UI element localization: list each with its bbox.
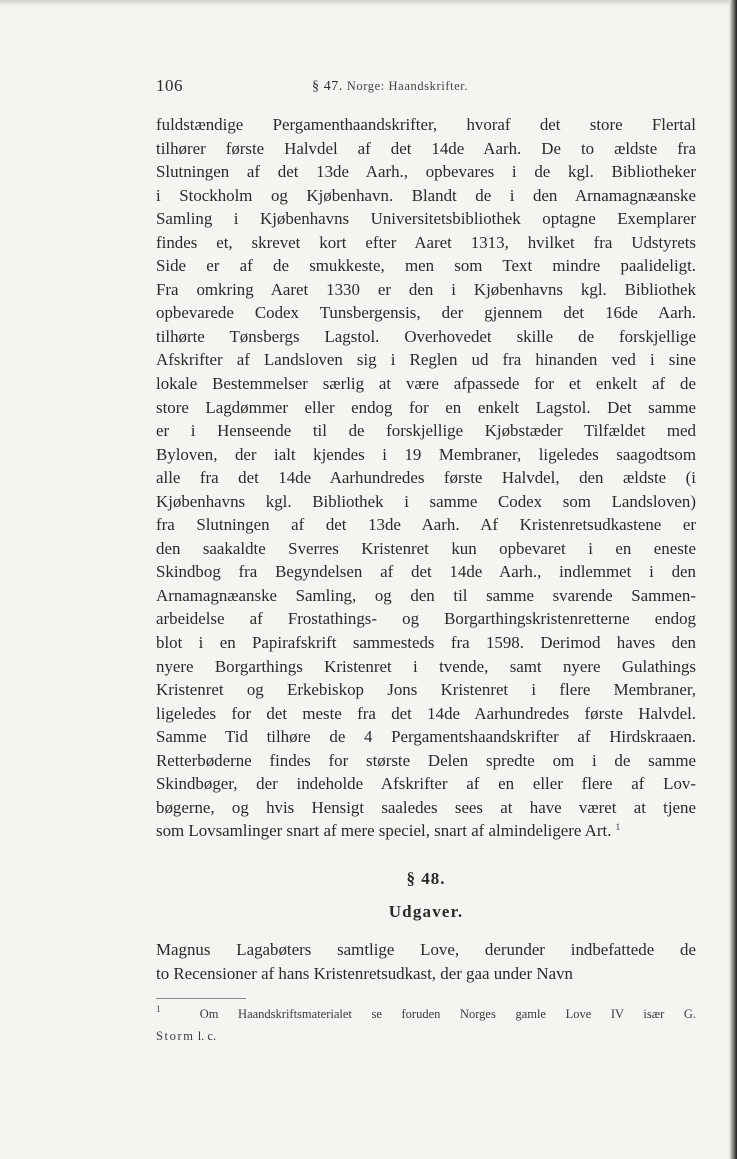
text-line-content: Arnamagnæanske Samling, og den til samme svarende Sammen- <box>156 585 696 605</box>
text-line-content: Afskrifter af Landsloven sig i Reglen ud fra hinanden ved i sine <box>156 350 696 370</box>
text-line-content: bøgerne, og hvis Hensigt saaledes sees at have været at tjene <box>156 797 696 817</box>
footnotes <box>156 1003 696 1047</box>
text-line-content: Samling i Kjøbenhavns Universitetsbibliothek optagne Exemplarer <box>156 209 696 229</box>
footnote-rule <box>156 998 246 999</box>
scan-right-edge <box>729 0 737 1159</box>
text-line <box>156 231 696 255</box>
text-line-content: nyere Borgarthings Kristenret i tvende, samt nyere Gulathings <box>156 656 696 676</box>
text-line-content: den saakaldte Sverres Kristenret kun opbevaret i en eneste <box>156 538 696 558</box>
text-line <box>156 396 696 420</box>
text-line-content: Skindbog fra Begyndelsen af det 14de Aarh., indlemmet i den <box>156 562 696 582</box>
text-line <box>156 490 696 514</box>
text-line-content: blot i en Papirafskrift sammesteds fra 1598. Derimod haves den <box>156 633 696 653</box>
text-line <box>156 113 696 137</box>
text-line <box>156 348 696 372</box>
footnote-text: Om Haandskriftsmaterialet se foruden Norges gamle Love IV især G. <box>199 1007 697 1021</box>
text-line-content: findes et, skrevet kort efter Aaret 1313, hvilket fra Udstyrets <box>156 232 696 252</box>
footnote-marker: 1 <box>156 1004 161 1014</box>
text-line <box>156 372 696 396</box>
text-line <box>156 513 696 537</box>
text-line-content: er i Henseende til de forskjellige Kjøbstæder Tilfældet med <box>156 421 696 441</box>
text-line-content: opbevarede Codex Tunsbergensis, der gjennem det 16de Aarh. <box>156 303 696 323</box>
text-line <box>156 443 696 467</box>
text-line-content: Slutningen af det 13de Aarh., opbevares i de kgl. Bibliotheker <box>156 162 696 182</box>
text-line-content: Kjøbenhavns kgl. Bibliothek i samme Codex som Landsloven) <box>156 491 696 511</box>
text-line-content: arbeidelse af Frostathings- og Borgarthingskristenretterne endog <box>156 609 696 629</box>
text-line-content: lokale Bestemmelser særlig at være afpassede for et enkelt af de <box>156 374 696 394</box>
paragraph-main <box>156 113 696 843</box>
footnote-author: Storm <box>156 1029 195 1043</box>
text-line <box>156 772 696 796</box>
running-head-title: Norge: Haandskrifter. <box>346 79 469 93</box>
text-line <box>156 607 696 631</box>
text-line <box>156 537 696 561</box>
text-line-content: Kristenret og Erkebiskop Jons Kristenret i flere Membraner, <box>156 680 696 700</box>
text-line-content: fuldstændige Pergamenthaandskrifter, hvoraf det store Flertal <box>156 115 696 134</box>
paragraph-udgaver <box>156 938 696 985</box>
running-head-section: § 47. <box>312 79 343 94</box>
text-line-content: Side er af de smukkeste, men som Text mindre paalideligt. <box>156 256 696 276</box>
text-line <box>156 725 696 749</box>
text-line-content: i Stockholm og Kjøbenhavn. Blandt de i den Arnamagnæanske <box>156 185 696 205</box>
page-number: 106 <box>156 76 183 95</box>
section-number: § 48. <box>406 869 446 888</box>
text-line <box>156 184 696 208</box>
text-line <box>156 631 696 655</box>
text-line <box>156 655 696 679</box>
section-title: Udgaver. <box>388 902 464 921</box>
text-line <box>156 207 696 231</box>
footnote-ref: 1 <box>615 822 621 833</box>
text-line-content: store Lagdømmer eller endog for en enkelt Lagstol. Det samme <box>156 397 696 417</box>
text-line-content: to Recensioner af hans Kristenretsudkast, der gaa under Navn <box>156 963 573 983</box>
text-line <box>156 560 696 584</box>
page-header <box>156 76 696 100</box>
text-line-content: som Lovsamlinger snart af mere speciel, snart af almindeligere Art. <box>156 821 612 841</box>
text-line <box>156 702 696 726</box>
text-line-content: Byloven, der ialt kjendes i 19 Membraner, ligeledes saagodtsom <box>156 444 696 464</box>
text-line <box>156 160 696 184</box>
text-line <box>156 137 696 161</box>
text-line-content: alle fra det 14de Aarhundredes første Halvdel, den ældste (i <box>156 468 696 488</box>
text-line-content: ligeledes for det meste fra det 14de Aarhundredes første Halvdel. <box>156 703 696 723</box>
text-line <box>156 749 696 773</box>
running-head <box>312 79 468 95</box>
text-line <box>156 419 696 443</box>
text-line <box>156 796 696 820</box>
text-line <box>156 962 696 986</box>
text-line <box>156 466 696 490</box>
text-line-content: Skindbøger, der indeholde Afskrifter af en eller flere af Lov- <box>156 774 696 794</box>
text-line <box>156 819 696 843</box>
footnote-text-rest: l. c. <box>197 1029 217 1043</box>
text-line <box>156 301 696 325</box>
text-line-content: tilhører første Halvdel af det 14de Aarh. De to ældste fra <box>156 138 696 158</box>
scan-top-edge <box>0 0 737 6</box>
text-line-content: Fra omkring Aaret 1330 er den i Kjøbenhavns kgl. Bibliothek <box>156 279 696 299</box>
text-line <box>156 325 696 349</box>
text-line <box>156 278 696 302</box>
text-line-content: Magnus Lagabøters samtlige Love, derunder indbefattede de <box>156 940 696 959</box>
footnote-line <box>156 1025 696 1047</box>
text-line <box>156 254 696 278</box>
text-line <box>156 584 696 608</box>
text-line-content: fra Slutningen af det 13de Aarh. Af Kristenretsudkastene er <box>156 515 696 535</box>
text-line <box>156 678 696 702</box>
text-line <box>156 938 696 962</box>
text-line-content: Samme Tid tilhøre de 4 Pergamentshaandskrifter af Hirdskraaen. <box>156 727 696 747</box>
text-line-content: Retterbøderne findes for største Delen spredte om i de samme <box>156 750 696 770</box>
text-line-content: tilhørte Tønsbergs Lagstol. Overhovedet skille de forskjellige <box>156 326 696 346</box>
footnote-line <box>156 1003 696 1025</box>
